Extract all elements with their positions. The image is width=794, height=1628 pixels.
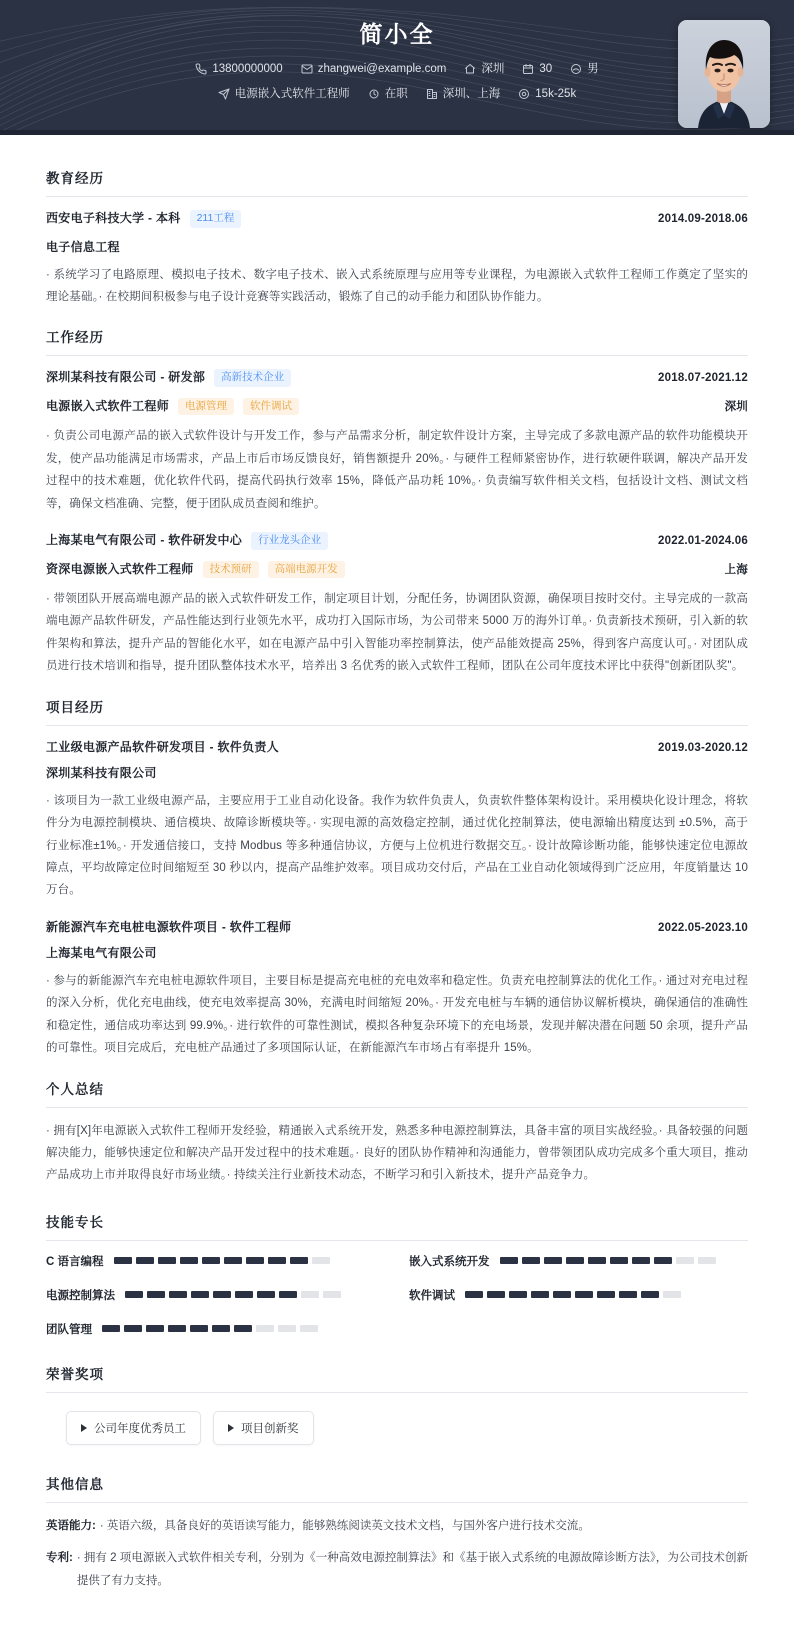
contact-city [464, 61, 504, 77]
project-entry [46, 738, 748, 902]
project-org: 上海某电气有限公司 [46, 945, 157, 960]
project-title: 新能源汽车充电桩电源软件项目 - 软件工程师 [46, 919, 292, 934]
skill-segment-filled [257, 1291, 275, 1298]
work-location: 上海 [724, 563, 748, 576]
salary-icon [518, 88, 530, 100]
resume-header [0, 0, 794, 130]
awards-list [46, 1405, 748, 1455]
play-triangle-icon [81, 1424, 87, 1432]
skill-level-meter [125, 1291, 341, 1298]
work-role-tag: 高端电源开发 [268, 561, 345, 579]
skill-level-meter [114, 1257, 330, 1264]
education-tag: 211工程 [190, 210, 242, 228]
home-icon [464, 63, 476, 75]
section-education [46, 153, 748, 308]
work-role-tag: 软件调试 [243, 398, 299, 416]
avatar [678, 20, 770, 128]
project-title: 工业级电源产品软件研发项目 - 软件负责人 [46, 739, 279, 754]
section-skills [46, 1197, 748, 1345]
contact-city-text: 深圳 [481, 62, 505, 75]
skill-segment-filled [487, 1291, 505, 1298]
other-row-patent [46, 1547, 748, 1592]
skills-grid [46, 1253, 748, 1345]
skill-row [46, 1287, 385, 1303]
paper-plane-icon [218, 88, 230, 100]
skill-segment-filled [588, 1257, 606, 1264]
skill-segment-empty [323, 1291, 341, 1298]
contact-gender [570, 61, 599, 77]
skill-segment-filled [553, 1291, 571, 1298]
contact-meta-row [195, 61, 598, 77]
skill-segment-filled [202, 1257, 220, 1264]
award-label: 项目创新奖 [241, 1422, 299, 1435]
other-label: 专利: [46, 1552, 73, 1565]
job-salary-text: 15k-25k [535, 87, 577, 100]
award-chip[interactable] [66, 1411, 201, 1445]
skill-segment-filled [213, 1291, 231, 1298]
project-entry [46, 918, 748, 1060]
skill-segment-filled [235, 1291, 253, 1298]
skill-segment-empty [312, 1257, 330, 1264]
skill-level-meter [465, 1291, 681, 1298]
skill-name: 嵌入式系统开发 [409, 1255, 490, 1268]
contact-phone [195, 61, 282, 77]
skill-name: 软件调试 [409, 1289, 455, 1302]
project-description: · 参与的新能源汽车充电桩电源软件项目，主要目标是提高充电桩的充电效率和稳定性。负责充电控制算法的优化工作。· 通过对充电过程的深入分析，优化充电曲线，使充电效率提高 30%，充满电时间缩短 20%。· 开发充电桩与车辆的通信协议解析模块，确保通信的准确性和稳定性，通信成功率达到 99.9%。· 进行软件的可靠性测试，模拟各种复杂环境下的充电场景，发现并解决潜在问题 50 余项，提升产品的可靠性。项目完成后，充电桩产品通过了多项国际认证，在新能源汽车市场占有率提升 15%。 [46, 974, 748, 1055]
skill-segment-filled [641, 1291, 659, 1298]
work-company-tag: 行业龙头企业 [251, 532, 328, 550]
project-description: · 该项目为一款工业级电源产品，主要应用于工业自动化设备。我作为软件负责人，负责软件整体架构设计。采用模块化设计理念，将软件分为电源控制模块、通信模块、故障诊断模块等。· 实现电源的高效稳定控制，通过优化控制算法，使电源输出精度达到 ±0.5%，高于行业标准±1%。· 开发通信接口，支持 Modbus 等多种通信协议，方便与上位机进行数据交互。· 设计故障诊断功能，能够快速定位电源故障点，平均故障定位时间缩短至 30 秒以内，提高产品维护效率。项目成功交付后，产品在工业自动化领域得到广泛应用，年度销量达 10 万台。 [46, 794, 748, 897]
contact-age-text: 30 [539, 62, 553, 75]
skill-segment-filled [465, 1291, 483, 1298]
work-role: 电源嵌入式软件工程师 [46, 398, 170, 413]
contact-phone-text: 13800000000 [212, 62, 283, 75]
work-date: 2022.01-2024.06 [658, 535, 748, 548]
skill-segment-filled [147, 1291, 165, 1298]
work-company: 深圳某科技有限公司 - 研发部 [46, 370, 206, 385]
other-value: · 英语六级，具备良好的英语读写能力，能够熟练阅读英文技术文档，与国外客户进行技术交流。 [99, 1519, 590, 1532]
skill-segment-filled [136, 1257, 154, 1264]
other-value: · 拥有 2 项电源嵌入式软件相关专利，分别为《一种高效电源控制算法》和《基于嵌入式系统的电源故障诊断方法》，为公司技术创新提供了有力支持。 [76, 1552, 748, 1587]
section-title-projects: 项目经历 [46, 682, 748, 726]
education-date: 2014.09-2018.06 [658, 213, 748, 225]
skill-segment-filled [102, 1325, 120, 1332]
skill-row [409, 1253, 748, 1269]
job-target-position-text: 电源嵌入式软件工程师 [234, 87, 350, 100]
skill-name: 团队管理 [46, 1323, 92, 1336]
skill-segment-filled [279, 1291, 297, 1298]
skill-row [46, 1321, 385, 1337]
gender-icon [570, 63, 582, 75]
skill-segment-filled [290, 1257, 308, 1264]
skill-level-meter [102, 1325, 318, 1332]
contact-age [522, 61, 552, 77]
work-entry [46, 531, 748, 678]
skill-segment-filled [168, 1325, 186, 1332]
section-work [46, 312, 748, 677]
calendar-icon [522, 63, 534, 75]
work-role-tag: 电源管理 [178, 398, 234, 416]
status-icon [368, 88, 380, 100]
section-title-work: 工作经历 [46, 312, 748, 356]
skill-segment-empty [300, 1325, 318, 1332]
skill-level-meter [500, 1257, 716, 1264]
section-other [46, 1459, 748, 1592]
section-title-summary: 个人总结 [46, 1064, 748, 1108]
skill-segment-filled [191, 1291, 209, 1298]
job-cities [426, 86, 501, 102]
project-org: 深圳某科技有限公司 [46, 765, 157, 780]
work-date: 2018.07-2021.12 [658, 372, 748, 385]
play-triangle-icon [228, 1424, 234, 1432]
job-cities-text: 深圳、上海 [442, 87, 501, 100]
resume-body [0, 135, 794, 1628]
skill-segment-filled [169, 1291, 187, 1298]
education-major: 电子信息工程 [46, 239, 120, 254]
summary-description: · 拥有[X]年电源嵌入式软件工程师开发经验，精通嵌入式系统开发，熟悉多种电源控制算法，具备丰富的项目实战经验。· 具备较强的问题解决能力，能够快速定位和解决产品开发过程中的技术难题。· 良好的团队协作精神和沟通能力，曾带领团队成功完成多个重大项目，推动产品成功上市并取得良好市场业绩。· 持续关注行业新技术动态，不断学习和引入新技术，提升产品竞争力。 [46, 1124, 748, 1182]
skill-segment-filled [544, 1257, 562, 1264]
job-status-text: 在职 [384, 87, 408, 100]
mail-icon [301, 63, 313, 75]
section-projects [46, 682, 748, 1060]
skill-segment-filled [632, 1257, 650, 1264]
skill-segment-filled [500, 1257, 518, 1264]
section-awards [46, 1349, 748, 1455]
work-location: 深圳 [724, 400, 748, 413]
skill-segment-filled [575, 1291, 593, 1298]
section-title-skills: 技能专长 [46, 1197, 748, 1241]
project-date: 2022.05-2023.10 [658, 921, 748, 934]
skill-row [409, 1287, 748, 1303]
skill-segment-filled [566, 1257, 584, 1264]
job-status [368, 86, 408, 102]
work-description: · 负责公司电源产品的嵌入式软件设计与开发工作，参与产品需求分析，制定软件设计方案，主导完成了多款电源产品的软件功能模块开发，使产品功能满足市场需求，产品上市后市场反馈良好，销售额提升 20%。· 与硬件工程师紧密协作，进行软硬件联调，解决产品开发过程中的技术难题，优化软件代码，提高代码执行效率 15%，降低产品功耗 10%。· 负责编写软件相关文档，包括设计文档、测试文档等，确保文档准确、完整，便于团队成员查阅和维护。 [46, 430, 748, 510]
skill-row [46, 1253, 385, 1269]
contact-email-text: zhangwei@example.com [317, 62, 447, 75]
education-description: · 系统学习了电路原理、模拟电子技术、数字电子技术、嵌入式系统原理与应用等专业课程，为电源嵌入式软件工程师工作奠定了坚实的理论基础。· 在校期间积极参与电子设计竞赛等实践活动，锻炼了自己的动手能力和团队协作能力。 [46, 268, 748, 303]
skill-segment-filled [531, 1291, 549, 1298]
contact-email [301, 61, 447, 77]
skill-segment-filled [224, 1257, 242, 1264]
skill-segment-filled [146, 1325, 164, 1332]
avatar-portrait-icon [678, 20, 770, 128]
skill-segment-empty [676, 1257, 694, 1264]
skill-segment-filled [597, 1291, 615, 1298]
skill-segment-filled [522, 1257, 540, 1264]
education-entry [46, 209, 748, 308]
section-summary [46, 1064, 748, 1187]
work-company-tag: 高新技术企业 [214, 369, 291, 387]
city-icon [426, 88, 438, 100]
other-row-english [46, 1515, 748, 1537]
section-title-awards: 荣誉奖项 [46, 1349, 748, 1393]
skill-segment-filled [180, 1257, 198, 1264]
skill-segment-filled [654, 1257, 672, 1264]
skill-segment-empty [663, 1291, 681, 1298]
skill-segment-filled [619, 1291, 637, 1298]
skill-segment-filled [125, 1291, 143, 1298]
other-label: 英语能力: [46, 1519, 96, 1532]
phone-icon [195, 63, 207, 75]
work-entry [46, 368, 748, 515]
work-company: 上海某电气有限公司 - 软件研发中心 [46, 533, 243, 548]
work-description: · 带领团队开展高端电源产品的嵌入式软件研发工作，制定项目计划，分配任务，协调团队资源，确保项目按时交付。主导完成的一款高端电源产品软件研发，产品性能达到行业领先水平，成功打入国际市场，为公司带来 5000 万的海外订单。· 负责新技术预研，引入新的软件架构和算法，提升产品的智能化水平，如在电源产品中引入智能功率控制算法，使产品能效提高 25%，得到客户高度认可。· 对团队成员进行技术培训和指导，提升团队整体技术水平，培养出 3 名优秀的嵌入式软件工程师，团队在公司年度技术评比中获得"创新团队奖"。 [46, 593, 748, 673]
work-role-tag: 技术预研 [203, 561, 259, 579]
section-title-other: 其他信息 [46, 1459, 748, 1503]
work-role: 资深电源嵌入式软件工程师 [46, 561, 194, 576]
job-meta-row [218, 86, 576, 102]
skill-segment-filled [610, 1257, 628, 1264]
section-title-education: 教育经历 [46, 153, 748, 197]
job-salary [518, 86, 576, 102]
education-school: 西安电子科技大学 - 本科 [46, 211, 181, 225]
award-chip[interactable] [213, 1411, 314, 1445]
skill-segment-filled [234, 1325, 252, 1332]
skill-segment-empty [698, 1257, 716, 1264]
page-title: 简小全 [359, 21, 435, 47]
skill-segment-filled [124, 1325, 142, 1332]
skill-segment-filled [158, 1257, 176, 1264]
project-date: 2019.03-2020.12 [658, 741, 748, 754]
skill-segment-empty [278, 1325, 296, 1332]
skill-name: C 语言编程 [46, 1255, 104, 1268]
skill-segment-filled [190, 1325, 208, 1332]
skill-segment-filled [246, 1257, 264, 1264]
skill-segment-filled [509, 1291, 527, 1298]
skill-segment-filled [268, 1257, 286, 1264]
skill-segment-filled [114, 1257, 132, 1264]
contact-gender-text: 男 [587, 62, 599, 75]
skill-name: 电源控制算法 [46, 1289, 115, 1302]
job-target-position [218, 86, 350, 102]
skill-segment-empty [301, 1291, 319, 1298]
skill-segment-filled [212, 1325, 230, 1332]
award-label: 公司年度优秀员工 [94, 1422, 186, 1435]
skill-segment-empty [256, 1325, 274, 1332]
